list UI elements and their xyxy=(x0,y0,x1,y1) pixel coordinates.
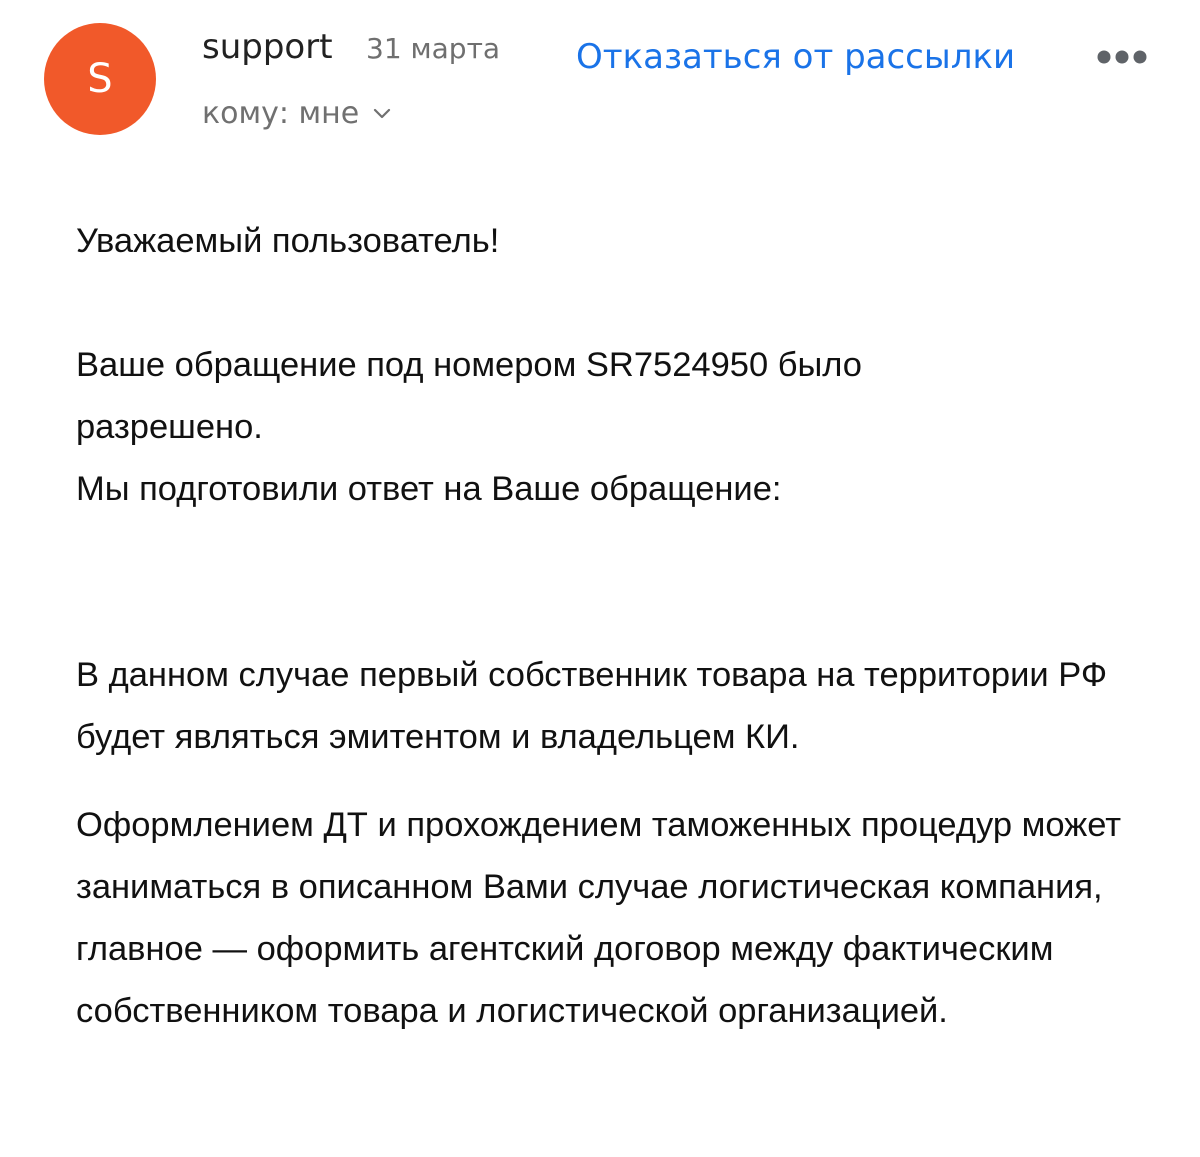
greeting-text: Уважаемый пользователь! xyxy=(76,222,500,260)
sender-name[interactable]: support xyxy=(202,27,333,67)
body-line-resolved: разрешено. xyxy=(76,408,263,446)
email-date: 31 марта xyxy=(366,32,501,65)
more-horizontal-icon[interactable] xyxy=(1094,40,1150,74)
sender-avatar[interactable]: S xyxy=(44,23,156,135)
email-header xyxy=(0,0,1200,150)
body-paragraph-owner: В данном случае первый собственник товара на территории РФ будет являться эмитентом и владельцем КИ. xyxy=(76,656,1108,756)
spacer xyxy=(76,520,1166,644)
body-line-request-number: Ваше обращение под номером SR7524950 было xyxy=(76,346,862,384)
spacer xyxy=(76,768,1166,794)
recipient-label: кому: мне xyxy=(202,95,360,131)
email-body xyxy=(76,210,1166,1042)
chevron-down-icon xyxy=(371,102,393,124)
body-line-prepared-answer: Мы подготовили ответ на Ваше обращение: xyxy=(76,470,782,508)
body-paragraph-customs: Оформлением ДТ и прохождением таможенных процедур может заниматься в описанном Вами случае логистическая компания, главное — оформить агентский договор между фактическим собственником товара и логистической организацией. xyxy=(76,806,1122,1030)
unsubscribe-link[interactable]: Отказаться от рассылки xyxy=(576,37,1016,77)
recipient-toggle[interactable] xyxy=(202,92,393,134)
